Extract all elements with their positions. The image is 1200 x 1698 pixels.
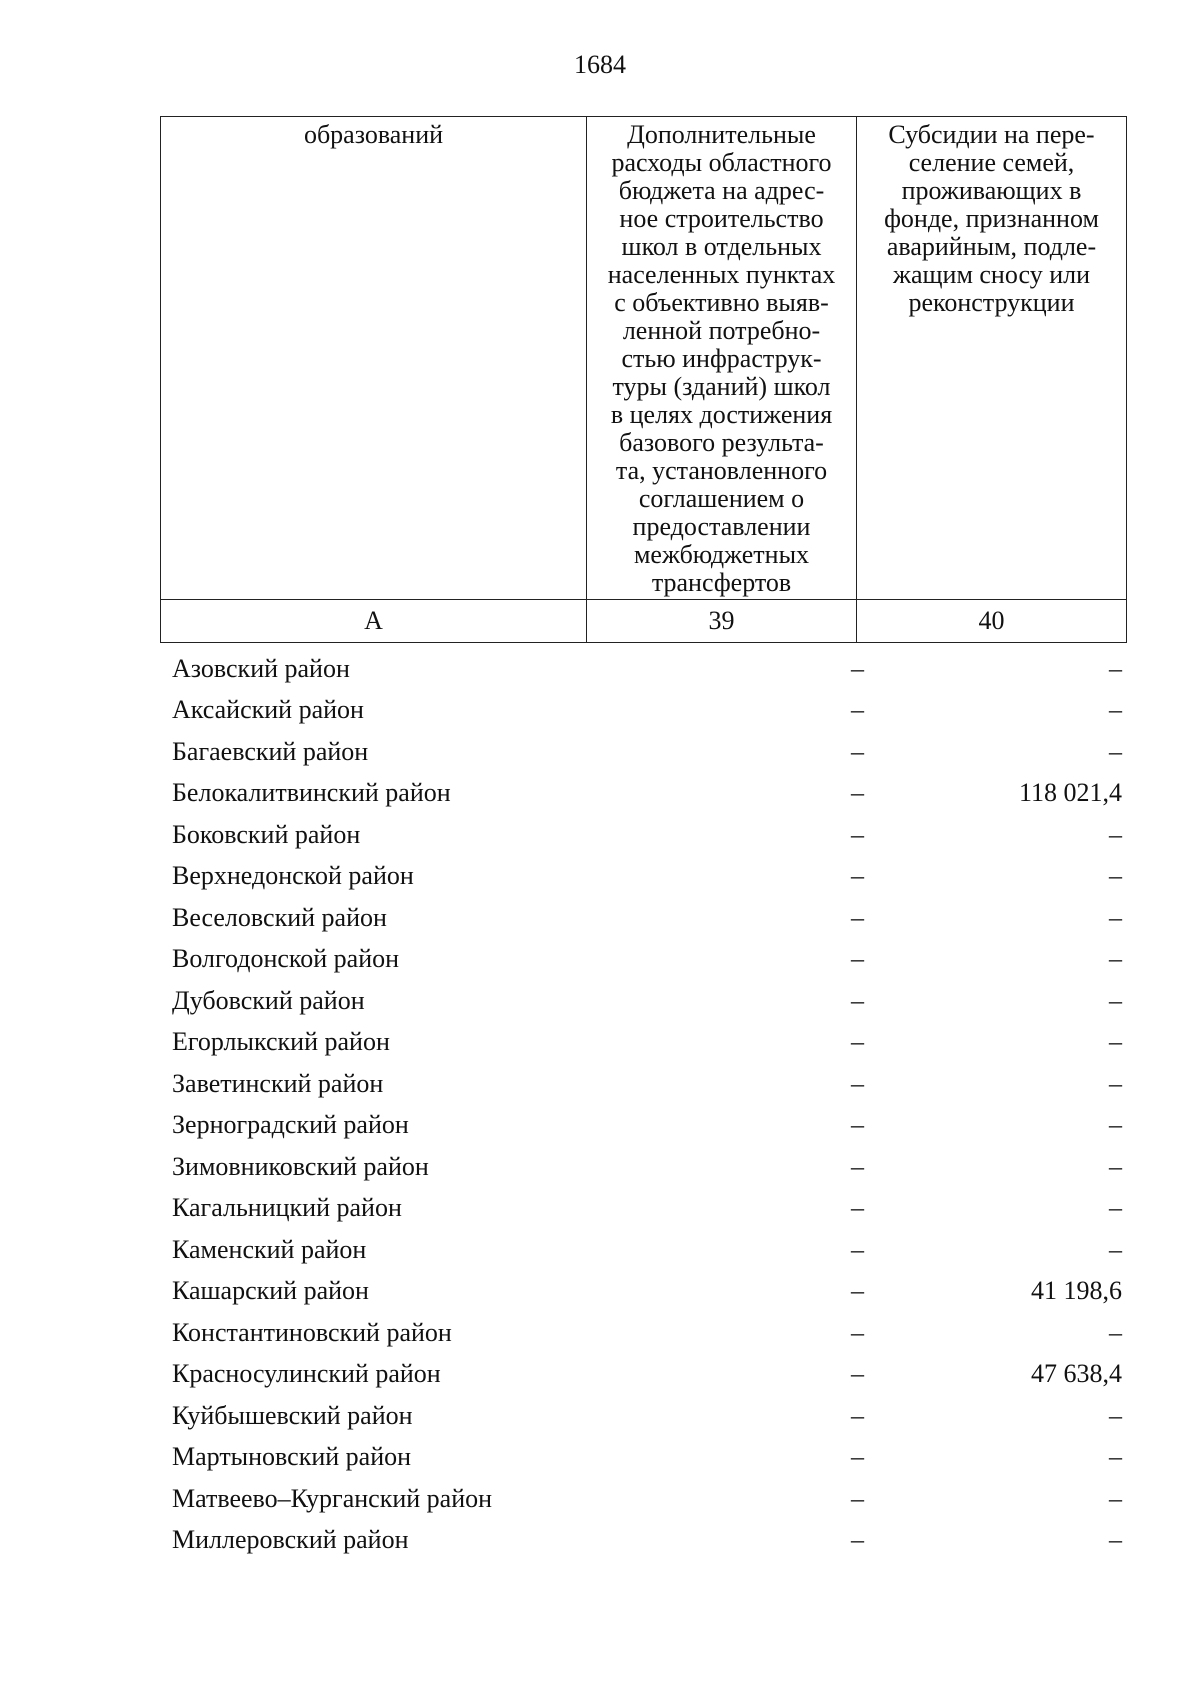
header-cell-col-a: [161, 117, 587, 600]
value-col-39: –: [851, 902, 864, 932]
district-name: Заветинский район: [172, 1068, 384, 1098]
value-col-39: –: [851, 1068, 864, 1098]
header-line: ное строительство: [619, 204, 824, 233]
header-line: стью инфраструк-: [621, 344, 822, 373]
value-col-39: –: [851, 1027, 864, 1057]
header-line: ленной потребно-: [622, 316, 821, 345]
table-row: [160, 1188, 1125, 1230]
header-line: туры (зданий) школ: [612, 372, 831, 401]
header-line: с объективно выяв-: [614, 288, 829, 317]
table-header: [160, 116, 1127, 643]
header-line: межбюджетных: [633, 540, 810, 569]
header-cell-col-39: [587, 117, 857, 600]
value-col-40: –: [1109, 736, 1122, 766]
value-col-40: –: [1109, 1483, 1122, 1513]
table-row: [160, 814, 1125, 856]
table-row: [160, 1354, 1125, 1396]
header-line: проживающих в: [901, 176, 1082, 205]
table-row: [160, 1063, 1125, 1105]
value-col-39: –: [851, 653, 864, 683]
value-col-39: –: [851, 1110, 864, 1140]
district-name: Красносулинский район: [172, 1359, 441, 1389]
district-name: Боковский район: [172, 819, 361, 849]
value-col-40: 47 638,4: [1031, 1359, 1122, 1389]
value-col-40: –: [1109, 902, 1122, 932]
header-line: фонде, признанном: [884, 204, 1099, 233]
district-name: Мартыновский район: [172, 1442, 412, 1472]
value-col-40: –: [1109, 1442, 1122, 1472]
table-row: [160, 648, 1125, 690]
value-col-40: –: [1109, 985, 1122, 1015]
header-line: предоставлении: [632, 512, 811, 541]
table-row: [160, 897, 1125, 939]
value-col-39: –: [851, 1193, 864, 1223]
value-col-40: –: [1109, 1110, 1122, 1140]
value-col-40: –: [1109, 1193, 1122, 1223]
district-name: Кашарский район: [172, 1276, 369, 1306]
column-number-40: 40: [857, 600, 1127, 643]
value-col-40: –: [1109, 1027, 1122, 1057]
column-number-39: 39: [587, 600, 857, 643]
table-row: [160, 690, 1125, 732]
header-line: Субсидии на пере-: [888, 120, 1095, 149]
value-col-40: –: [1109, 1068, 1122, 1098]
district-name: Белокалитвинский район: [172, 778, 451, 808]
value-col-39: –: [851, 736, 864, 766]
table-row: [160, 1022, 1125, 1064]
header-line: реконструкции: [908, 288, 1075, 317]
table-row: [160, 1229, 1125, 1271]
table-row: [160, 1437, 1125, 1479]
value-col-39: –: [851, 1234, 864, 1264]
district-name: Дубовский район: [172, 985, 365, 1015]
header-line: школ в отдельных: [621, 232, 822, 261]
table-row: [160, 856, 1125, 898]
value-col-40: –: [1109, 861, 1122, 891]
header-col-40-label: [865, 121, 1118, 317]
table-row: [160, 1478, 1125, 1520]
header-line: расходы областного: [611, 148, 832, 177]
value-col-40: –: [1109, 653, 1122, 683]
value-col-40: –: [1109, 1234, 1122, 1264]
district-name: Аксайский район: [172, 695, 364, 725]
header-line: селение семей,: [908, 148, 1075, 177]
value-col-39: –: [851, 695, 864, 725]
value-col-40: –: [1109, 944, 1122, 974]
value-col-40: –: [1109, 1400, 1122, 1430]
value-col-39: –: [851, 1483, 864, 1513]
table-row: [160, 731, 1125, 773]
value-col-40: –: [1109, 695, 1122, 725]
value-col-39: –: [851, 1276, 864, 1306]
table-row: [160, 1105, 1125, 1147]
value-col-39: –: [851, 1525, 864, 1555]
value-col-39: –: [851, 1442, 864, 1472]
district-name: Матвеево–Курганский район: [172, 1483, 493, 1513]
header-col-a-label: образований: [303, 120, 444, 149]
district-name: Зерноградский район: [172, 1110, 409, 1140]
value-col-39: –: [851, 944, 864, 974]
district-name: Верхнедонской район: [172, 861, 414, 891]
header-line: Дополнительные: [627, 120, 816, 149]
value-col-39: –: [851, 1317, 864, 1347]
value-col-39: –: [851, 1359, 864, 1389]
district-name: Зимовниковский район: [172, 1151, 429, 1181]
header-cell-col-40: [857, 117, 1127, 600]
header-line: соглашением о: [638, 484, 805, 513]
table-row: [160, 773, 1125, 815]
value-col-39: –: [851, 1151, 864, 1181]
district-name: Каменский район: [172, 1234, 367, 1264]
value-col-39: –: [851, 985, 864, 1015]
district-name: Константиновский район: [172, 1317, 452, 1347]
district-name: Миллеровский район: [172, 1525, 409, 1555]
value-col-40: 118 021,4: [1018, 778, 1122, 808]
value-col-40: 41 198,6: [1031, 1276, 1122, 1306]
table-row: [160, 1312, 1125, 1354]
header-col-39-label: [595, 121, 848, 597]
value-col-39: –: [851, 1400, 864, 1430]
table-row: [160, 1520, 1125, 1562]
value-col-40: –: [1109, 1525, 1122, 1555]
value-col-40: –: [1109, 1151, 1122, 1181]
district-name: Егорлыкский район: [172, 1027, 390, 1057]
table-row: [160, 1271, 1125, 1313]
district-name: Волгодонской район: [172, 944, 400, 974]
header-line: базового результа-: [619, 428, 824, 457]
column-number-a: А: [161, 600, 587, 643]
value-col-39: –: [851, 861, 864, 891]
header-line: жащим сносу или: [893, 260, 1090, 289]
table-body: [160, 648, 1125, 1561]
page-number: 1684: [574, 50, 626, 79]
value-col-39: –: [851, 778, 864, 808]
header-line: населенных пунктах: [607, 260, 836, 289]
header-line: аварийным, подле-: [886, 232, 1097, 261]
header-line: в целях достижения: [610, 400, 833, 429]
table-row: [160, 1146, 1125, 1188]
header-line: трансфертов: [651, 568, 792, 597]
column-number-row: [161, 600, 1127, 643]
district-name: Кагальницкий район: [172, 1193, 402, 1223]
table-row: [160, 1395, 1125, 1437]
district-name: Веселовский район: [172, 902, 387, 932]
header-line: бюджета на адрес-: [618, 176, 825, 205]
value-col-40: –: [1109, 1317, 1122, 1347]
value-col-39: –: [851, 819, 864, 849]
district-name: Багаевский район: [172, 736, 369, 766]
table-row: [160, 939, 1125, 981]
district-name: Азовский район: [172, 653, 350, 683]
table-row: [160, 980, 1125, 1022]
district-name: Куйбышевский район: [172, 1400, 413, 1430]
header-line: та, установленного: [615, 456, 828, 485]
header-row: [161, 117, 1127, 600]
value-col-40: –: [1109, 819, 1122, 849]
